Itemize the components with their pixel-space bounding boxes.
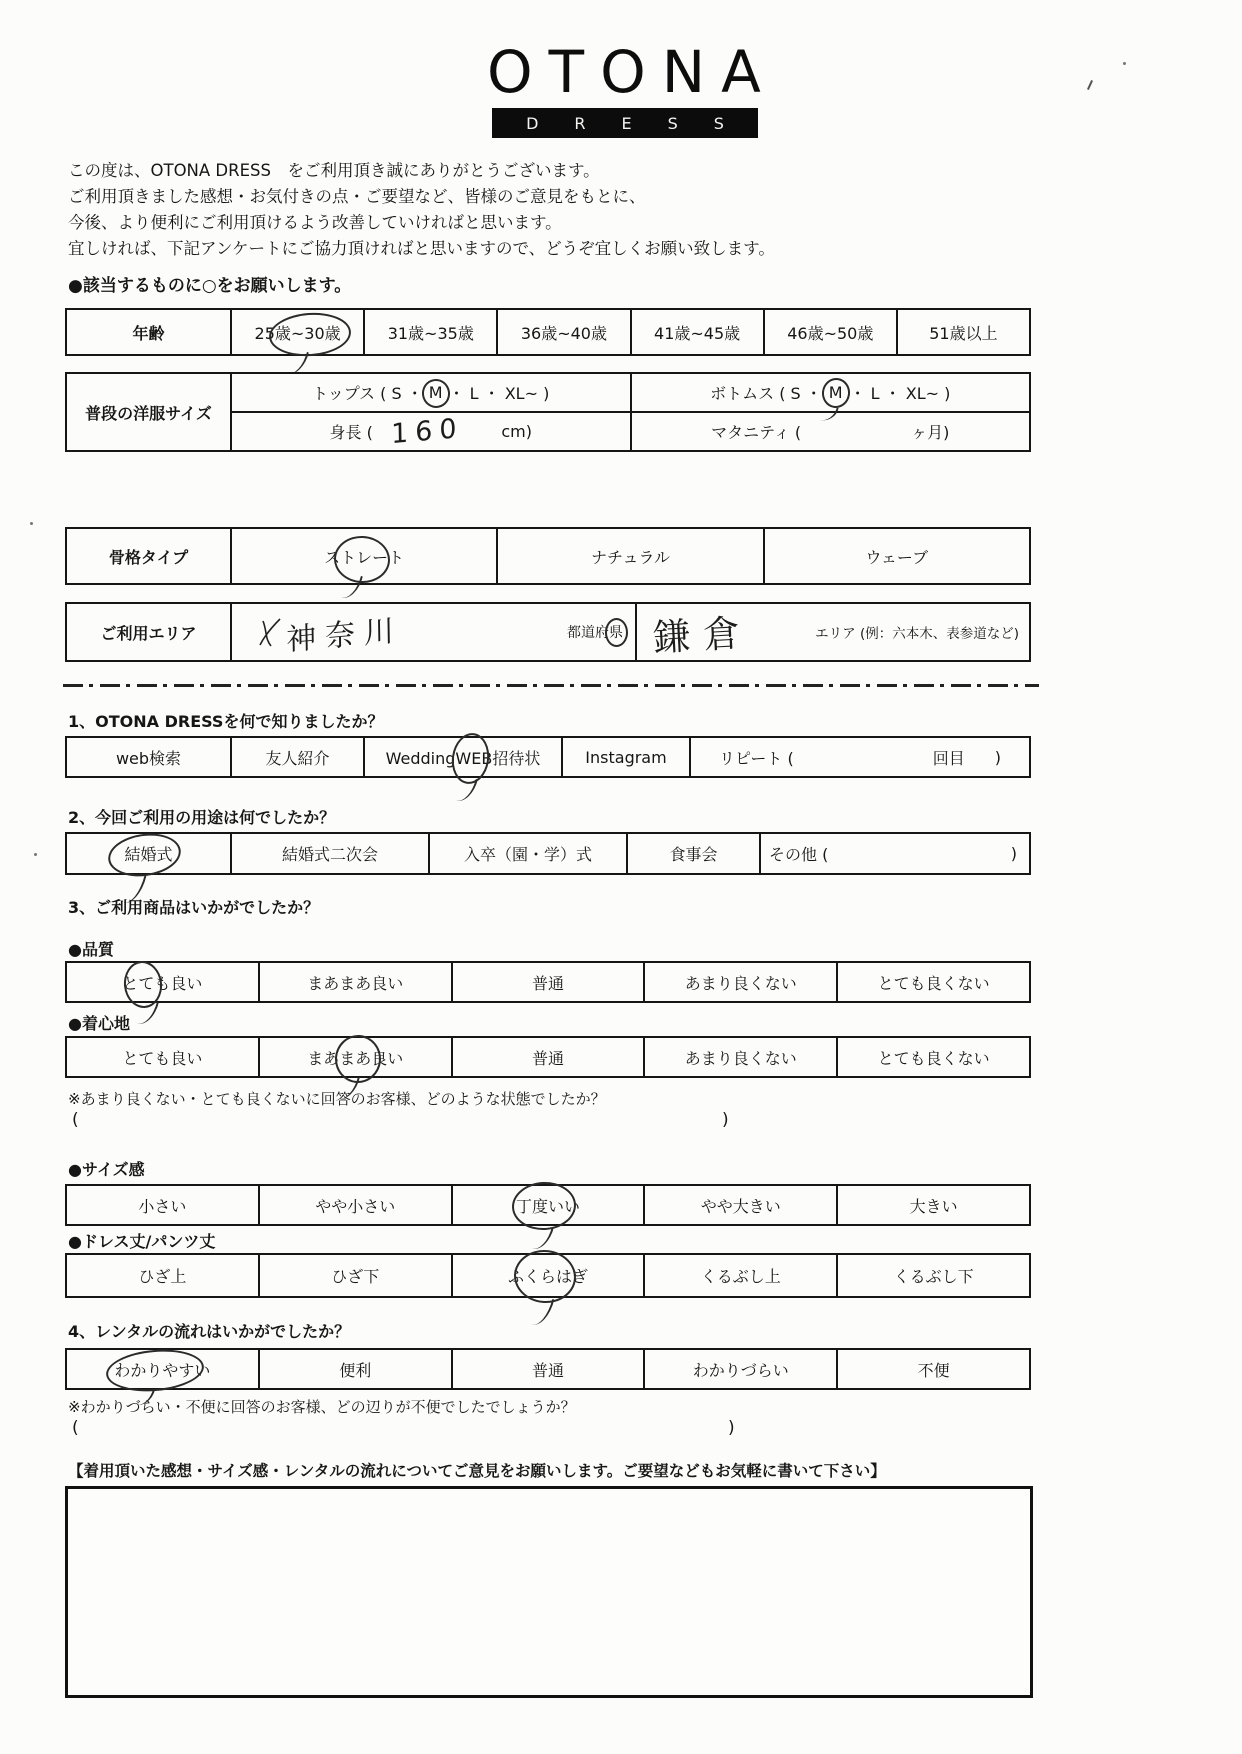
q4-answer-paren-open: (: [72, 1418, 79, 1438]
q1-option-instagram: Instagram: [561, 738, 689, 776]
age-option-25-30: [230, 310, 363, 354]
comfort-normal: 普通: [451, 1038, 644, 1076]
q4-table: [65, 1348, 1031, 1390]
q1-option-friend: 友人紹介: [230, 738, 363, 776]
area-label-cell: ご利用エリア: [100, 623, 197, 643]
area-hint-label: エリア (例：六本木、表参道など): [815, 626, 1019, 642]
size-label-cell: 普段の洋服サイズ: [85, 403, 212, 423]
tops-prefix: トップス ( S ・: [312, 384, 423, 403]
scan-artifact: [30, 522, 33, 525]
hem-above-knee: ひざ上: [138, 1267, 187, 1286]
scan-artifact: [1087, 80, 1093, 90]
quality-label: ●品質: [68, 940, 114, 959]
age-option-51plus: 51歳以上: [896, 310, 1029, 354]
handwritten-circle-selection: M: [428, 383, 443, 402]
other-close: ): [1010, 844, 1017, 863]
handwritten-city: 鎌倉: [652, 611, 755, 660]
maternity-prefix: マタニティ (: [711, 423, 802, 442]
bottoms-size-cell: [630, 374, 1030, 411]
quality-not-good: あまり良くない: [643, 963, 836, 1001]
age-option-31-35: 31歳~35歳: [363, 310, 496, 354]
q1-heading: 1、OTONA DRESSを何で知りましたか？: [68, 712, 384, 731]
q3-answer-paren-open: (: [72, 1110, 79, 1130]
quality-very-good: [67, 963, 258, 1001]
age-option-46-50: 46歳~50歳: [763, 310, 896, 354]
handwritten-circle-selection: 結婚式: [124, 842, 172, 865]
clothing-size-table: [65, 372, 1031, 452]
dashed-divider: [63, 684, 1039, 687]
handwritten-circle-selection: 県: [609, 622, 623, 642]
scan-artifact: [34, 853, 37, 856]
skeleton-option-wave: ウェーブ: [763, 529, 1029, 583]
handwritten-circle-selection: わかりやすい: [114, 1358, 210, 1381]
intro-line: 今後、より便利にご利用頂けるよう改善していければと思います。: [68, 213, 562, 232]
fit-just-right: [451, 1186, 644, 1224]
prefecture-unit-prefix: 都道府: [567, 625, 609, 641]
prefecture-unit-label: [567, 622, 623, 642]
q3-bad-note: ※あまり良くない・とても良くないに回答のお客様、どのような状態でしたか？: [68, 1090, 606, 1108]
logo-dress-text: DRESS: [526, 113, 760, 133]
hem-above-ankle: くるぶし上: [643, 1255, 836, 1296]
quality-normal: 普通: [451, 963, 644, 1001]
handwritten-circle-selection: M: [828, 383, 843, 402]
handwritten-prefecture: 神奈川: [285, 612, 404, 659]
q2-table: [65, 832, 1031, 875]
age-option-36-40: 36歳~40歳: [496, 310, 629, 354]
comfort-not-good: あまり良くない: [643, 1038, 836, 1076]
comment-box: [65, 1486, 1033, 1698]
q4-answer-paren-close: ): [728, 1418, 735, 1438]
hem-label: ●ドレス丈/パンツ丈: [68, 1232, 216, 1251]
maternity-unit: ヶ月): [911, 423, 950, 442]
handwritten-circle-selection: 25歳~30歳: [255, 321, 341, 344]
tops-suffix: ・ L ・ XL~ ): [448, 384, 550, 403]
fit-slightly-large: やや大きい: [643, 1186, 836, 1224]
quality-fairly-good: まあまあ良い: [258, 963, 451, 1001]
maternity-cell: [630, 413, 1030, 450]
q3-answer-paren-close: ): [722, 1110, 729, 1130]
q4-bad-note: ※わかりづらい・不便に回答のお客様、どの辺りが不便でしたでしょうか？: [68, 1398, 576, 1416]
q4-easy: [67, 1350, 258, 1388]
fit-table: [65, 1184, 1031, 1226]
age-label-cell: 年齢: [132, 323, 165, 343]
comments-heading: 【着用頂いた感想・サイズ感・レンタルの流れについてご意見をお願いします。ご要望などもお気軽に書いて下さい】: [68, 1462, 886, 1480]
q3-heading: 3、ご利用商品はいかがでしたか？: [68, 898, 320, 917]
age-table: [65, 308, 1031, 356]
quality-table: [65, 961, 1031, 1003]
q2-heading: 2、今回ご利用の用途は何でしたか？: [68, 808, 336, 827]
bottoms-prefix: ボトムス ( S ・: [710, 384, 822, 403]
q2-option-other: [759, 834, 1029, 873]
tops-size-cell: [230, 374, 630, 411]
height-prefix: 身長 (: [329, 423, 373, 442]
q1-option-web: web検索: [115, 748, 182, 768]
prefecture-cell: [230, 604, 635, 660]
height-cell: [230, 413, 630, 450]
q4-convenient: 便利: [258, 1350, 451, 1388]
skeleton-option-straight: [230, 529, 496, 583]
repeat-count-label: 回目: [932, 748, 965, 768]
fit-small: 小さい: [138, 1196, 187, 1216]
q4-inconvenient: 不便: [836, 1350, 1029, 1388]
q1-table: [65, 736, 1031, 778]
fit-large: 大きい: [836, 1186, 1029, 1224]
q1-option-repeat: [689, 738, 1029, 776]
fit-slightly-small: やや小さい: [258, 1186, 451, 1224]
handwritten-circle-selection: ストレート: [324, 545, 404, 568]
handwritten-circle-selection: WeddingWEB招待状: [386, 746, 541, 769]
q2-option-afterparty: 結婚式二次会: [230, 834, 428, 873]
handwritten-circle-selection: 丁度いい: [516, 1194, 580, 1217]
q2-option-dinner: 食事会: [626, 834, 759, 873]
q4-heading: 4、レンタルの流れはいかがでしたか？: [68, 1322, 351, 1341]
q2-option-ceremony: 入卒（園・学）式: [428, 834, 626, 873]
intro-line: この度は、OTONA DRESS をご利用頂き誠にありがとうございます。: [68, 161, 600, 180]
q1-option-weddingweb: [363, 738, 561, 776]
skeleton-option-natural: ナチュラル: [496, 529, 762, 583]
logo-otona-text: OTONA: [487, 38, 777, 106]
scan-artifact: [1123, 62, 1126, 65]
handwritten-circle-selection: まあまあ良い: [307, 1046, 403, 1069]
q4-normal: 普通: [451, 1350, 644, 1388]
comfort-fairly-good: [258, 1038, 451, 1076]
intro-line: ご利用頂きました感想・お気付きの点・ご要望など、皆様のご意見をもとに、: [68, 187, 646, 206]
height-unit: cm): [501, 422, 532, 441]
repeat-close: ): [994, 747, 1001, 767]
comfort-very-bad: とても良くない: [836, 1038, 1029, 1076]
handwritten-height-value: 160: [390, 412, 464, 451]
skeleton-label-cell: 骨格タイプ: [108, 547, 189, 567]
fit-label: ●サイズ感: [68, 1160, 145, 1179]
handwritten-circle-selection: ふくらはぎ: [508, 1264, 588, 1287]
hem-table: [65, 1253, 1031, 1298]
city-cell: [635, 604, 1029, 660]
skeleton-type-table: [65, 527, 1031, 585]
q2-option-wedding: [67, 834, 230, 873]
handwritten-circle-selection: とても良い: [122, 971, 202, 994]
logo-dress-bar: [492, 108, 758, 138]
quality-very-bad: とても良くない: [836, 963, 1029, 1001]
bottoms-suffix: ・ L ・ XL~ ): [849, 384, 951, 403]
age-option-41-45: 41歳~45歳: [630, 310, 763, 354]
pen-scribble: [256, 615, 282, 649]
hem-below-ankle: くるぶし下: [836, 1255, 1029, 1296]
usage-area-table: [65, 602, 1031, 662]
comfort-table: [65, 1036, 1031, 1078]
hem-below-knee: ひざ下: [258, 1255, 451, 1296]
other-prefix: その他 (: [769, 845, 829, 864]
hem-calf: [451, 1255, 644, 1296]
instruction-heading: ●該当するものに○をお願いします。: [68, 276, 352, 296]
comfort-very-good: とても良い: [122, 1048, 203, 1068]
repeat-prefix: リピート (: [719, 748, 794, 768]
intro-line: 宜しければ、下記アンケートにご協力頂ければと思いますので、どうぞ宜しくお願い致します。: [68, 239, 775, 258]
comfort-label: ●着心地: [68, 1014, 130, 1033]
intro-paragraph: [68, 158, 775, 262]
q4-confusing: わかりづらい: [643, 1350, 836, 1388]
